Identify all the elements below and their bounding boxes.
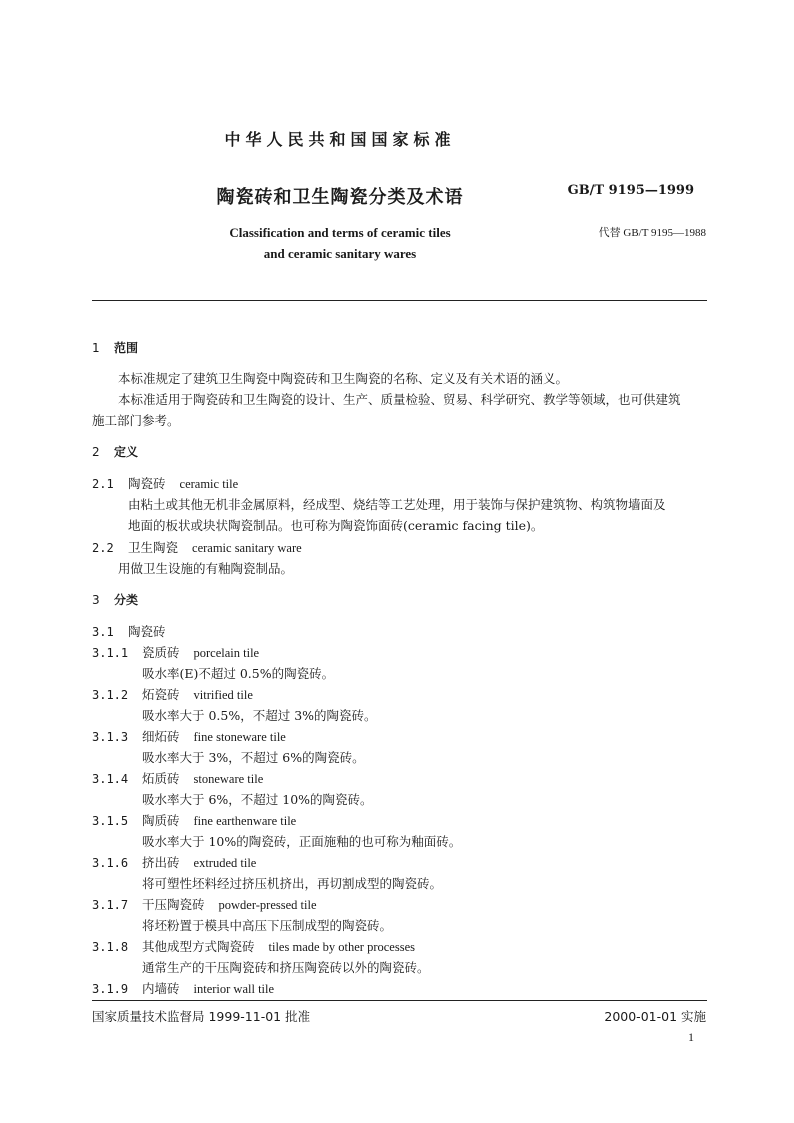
clause-term: 内墙砖 <box>142 981 180 996</box>
section-title: 分类 <box>114 593 139 607</box>
clause-3-1-2-definition: 吸水率大于 0.5%，不超过 3%的陶瓷砖。 <box>142 708 377 723</box>
clause-3-1-5 <box>92 811 296 829</box>
clause-term-en: interior wall tile <box>193 982 275 996</box>
clause-3-1 <box>92 622 166 640</box>
clause-term-en: ceramic tile <box>179 477 239 491</box>
clause-term-en: vitrified tile <box>193 688 253 702</box>
clause-term: 陶瓷砖 <box>128 624 166 639</box>
clause-term: 卫生陶瓷 <box>128 540 179 555</box>
clause-2-1-definition-line-2: 地面的板状或块状陶瓷制品。也可称为陶瓷饰面砖(ceramic facing tile)。 <box>128 518 544 533</box>
clause-term: 挤出砖 <box>142 855 180 870</box>
clause-term: 干压陶瓷砖 <box>142 897 205 912</box>
clause-term-en: fine stoneware tile <box>193 730 286 744</box>
clause-term-en: extruded tile <box>193 856 257 870</box>
clause-number: 3.1.2 <box>92 688 129 702</box>
clause-number: 3.1.6 <box>92 856 129 870</box>
header-divider <box>92 300 707 301</box>
clause-2-1-definition-line-1: 由粘土或其他无机非金属原料，经成型、烧结等工艺处理，用于装饰与保护建筑物、构筑物墙面及 <box>128 497 666 512</box>
clause-number: 3.1.4 <box>92 772 129 786</box>
clause-term: 细炻砖 <box>142 729 180 744</box>
clause-term: 瓷质砖 <box>142 645 180 660</box>
footer-divider <box>92 1000 707 1001</box>
clause-3-1-6-definition: 将可塑性坯料经过挤压机挤出，再切割成型的陶瓷砖。 <box>142 876 443 891</box>
clause-term: 炻瓷砖 <box>142 687 180 702</box>
clause-number: 3.1.8 <box>92 940 129 954</box>
clause-number: 3.1.9 <box>92 982 129 996</box>
english-title-line-2: and ceramic sanitary wares <box>263 246 417 261</box>
clause-3-1-9 <box>92 979 274 997</box>
section-title: 范围 <box>114 341 139 355</box>
clause-3-1-1 <box>92 643 259 661</box>
section-title: 定义 <box>114 445 139 459</box>
standard-code: GB/T 9195—1999 <box>567 183 694 198</box>
section-number: 3 <box>92 593 100 607</box>
clause-3-1-5-definition: 吸水率大于 10%的陶瓷砖，正面施釉的也可称为釉面砖。 <box>142 834 462 849</box>
effective-date: 2000-01-01 实施 <box>604 1009 706 1024</box>
clause-term-en: powder-pressed tile <box>218 898 317 912</box>
clause-2-2 <box>92 538 302 556</box>
clause-number: 3.1.1 <box>92 646 129 660</box>
document-title: 陶瓷砖和卫生陶瓷分类及术语 <box>216 187 464 208</box>
section-1-heading <box>92 339 138 356</box>
clause-number: 2.1 <box>92 477 114 491</box>
clause-3-1-3-definition: 吸水率大于 3%，不超过 6%的陶瓷砖。 <box>142 750 365 765</box>
clause-term: 炻质砖 <box>142 771 180 786</box>
approval-note: 国家质量技术监督局 1999-11-01 批准 <box>92 1009 311 1024</box>
clause-number: 3.1.7 <box>92 898 129 912</box>
clause-3-1-4-definition: 吸水率大于 6%，不超过 10%的陶瓷砖。 <box>142 792 373 807</box>
scope-paragraph-2-cont: 施工部门参考。 <box>92 413 180 428</box>
clause-term: 其他成型方式陶瓷砖 <box>142 939 255 954</box>
clause-term-en: porcelain tile <box>193 646 260 660</box>
clause-number: 3.1.3 <box>92 730 129 744</box>
english-title-line-1: Classification and terms of ceramic tiles <box>229 225 451 240</box>
clause-2-1 <box>92 474 238 492</box>
clause-term-en: ceramic sanitary ware <box>192 541 302 555</box>
clause-3-1-4 <box>92 769 263 787</box>
clause-term: 陶质砖 <box>142 813 180 828</box>
clause-3-1-6 <box>92 853 256 871</box>
clause-number: 2.2 <box>92 541 114 555</box>
scope-paragraph-2: 本标准适用于陶瓷砖和卫生陶瓷的设计、生产、质量检验、贸易、科学研究、教学等领域，也可供建筑 <box>118 392 681 407</box>
clause-3-1-2 <box>92 685 253 703</box>
scope-paragraph-1: 本标准规定了建筑卫生陶瓷中陶瓷砖和卫生陶瓷的名称、定义及有关术语的涵义。 <box>118 371 569 386</box>
clause-3-1-1-definition: 吸水率(E)不超过 0.5%的陶瓷砖。 <box>142 666 335 681</box>
standard-name: 中华人民共和国国家标准 <box>224 130 456 149</box>
clause-number: 3.1.5 <box>92 814 129 828</box>
clause-3-1-8-definition: 通常生产的干压陶瓷砖和挤压陶瓷砖以外的陶瓷砖。 <box>142 960 430 975</box>
clause-term: 陶瓷砖 <box>128 476 166 491</box>
clause-term-en: stoneware tile <box>193 772 264 786</box>
section-number: 1 <box>92 341 100 355</box>
clause-3-1-3 <box>92 727 286 745</box>
clause-term-en: tiles made by other processes <box>268 940 415 954</box>
clause-3-1-8 <box>92 937 415 955</box>
clause-number: 3.1 <box>92 625 114 639</box>
clause-2-2-definition: 用做卫生设施的有釉陶瓷制品。 <box>118 561 294 576</box>
page-number: 1 <box>688 1030 694 1044</box>
section-number: 2 <box>92 445 100 459</box>
replaces-note: 代替 GB/T 9195—1988 <box>598 227 706 239</box>
clause-3-1-7-definition: 将坯粉置于模具中高压下压制成型的陶瓷砖。 <box>142 918 393 933</box>
clause-3-1-7 <box>92 895 317 913</box>
clause-term-en: fine earthenware tile <box>193 814 297 828</box>
section-3-heading <box>92 591 138 608</box>
section-2-heading <box>92 443 138 460</box>
